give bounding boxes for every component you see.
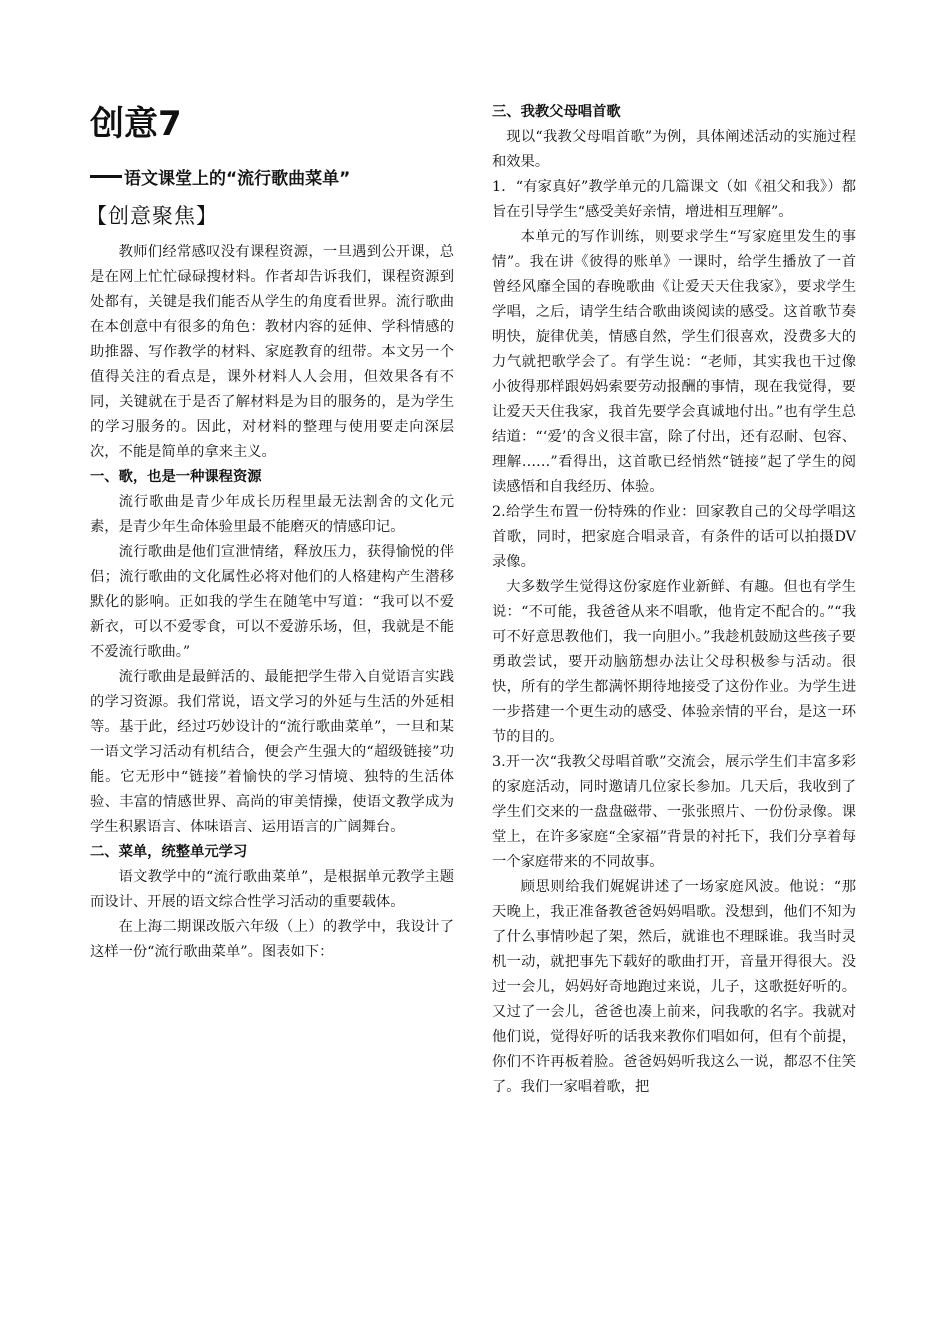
focus-heading: 【创意聚焦】	[86, 204, 218, 228]
section-3-item-3: 3.开一次“我教父母唱首歌”交流会，展示学生们丰富多彩的家庭活动，同时邀请几位家长参加。几天后，我收到了学生们交来的一盘盘磁带、一张张照片、一份份录像。课堂上，在许多家庭“全家福”背景的衬托下，我们分享着每一个家庭带来的不同故事。	[492, 754, 856, 870]
section-3-paragraph-1: 现以“我教父母唱首歌”为例，具体阐述活动的实施过程和效果。	[492, 129, 856, 170]
section-3-heading: 三、我教父母唱首歌	[492, 104, 621, 120]
section-2-heading: 二、菜单，统整单元学习	[90, 844, 248, 860]
section-1-paragraph-2: 流行歌曲是他们宣泄情绪，释放压力，获得愉悦的伴侣；流行歌曲的文化属性必将对他们的人格建构产生潜移默化的影响。正如我的学生在随笔中写道：“我可以不爱新衣，可以不爱零食，可以不爱游乐场，但，我就是不能不爱流行歌曲。”	[90, 544, 454, 660]
section-1-paragraph-1: 流行歌曲是青少年成长历程里最无法割舍的文化元素，是青少年生命体验里最不能磨灭的情感印记。	[90, 494, 454, 535]
subtitle-text: 语文课堂上的“流行歌曲菜单”	[124, 169, 351, 189]
section-3-item-1: 1．“有家真好”教学单元的几篇课文（如《祖父和我》）都旨在引导学生“感受美好亲情，增进相互理解”。	[492, 179, 856, 220]
section-1-heading: 一、歌，也是一种课程资源	[90, 469, 262, 485]
article-subtitle	[90, 166, 454, 192]
right-column	[492, 100, 856, 1100]
section-3-paragraph-4: 顾思则给我们娓娓讲述了一场家庭风波。他说：“那天晚上，我正准备教爸爸妈妈唱歌。没想到，他们不知为了什么事情吵起了架，然后，就谁也不理睬谁。我当时灵机一动，就把事先下载好的歌曲打开，音量开得很大。没过一会儿，妈妈好奇地跑过来说，儿子，这歌挺好听的。又过了一会儿，爸爸也凑上前来，问我歌的名字。我就对他们说，觉得好听的话我来教你们唱如何，但有个前提，你们不许再板着脸。爸爸妈妈听我这么一说，都忍不住笑了。我们一家唱着歌，把	[492, 879, 856, 1095]
section-3-paragraph-3: 大多数学生觉得这份家庭作业新鲜、有趣。但也有学生说：“不可能，我爸爸从来不唱歌，他肯定不配合的。”“我可不好意思教他们，我一向胆小。”我趁机鼓励这些孩子要勇敢尝试，要开动脑筋想办法让父母积极参与活动。很快，所有的学生都满怀期待地接受了这份作业。为学生进一步搭建一个更生动的感受、体验亲情的平台，是这一环节的目的。	[492, 579, 856, 745]
section-2-paragraph-1: 语文教学中的“流行歌曲菜单”，是根据单元教学主题而设计、开展的语文综合性学习活动的重要载体。	[90, 869, 454, 910]
intro-paragraph: 教师们经常感叹没有课程资源，一旦遇到公开课，总是在网上忙忙碌碌搜材料。作者却告诉我们，课程资源到处都有，关键是我们能否从学生的角度看世界。流行歌曲在本创意中有很多的角色：教材内容的延伸、学科情感的助推器、写作教学的材料、家庭教育的纽带。本文另一个值得关注的看点是，课外材料人人会用，但效果各有不同，关键就在于是否了解材料是为目的服务的，是为学生的学习服务的。因此，对材料的整理与使用要走向深层次，不能是简单的拿来主义。	[90, 244, 454, 460]
em-dash	[90, 175, 122, 178]
section-3-item-2: 2.给学生布置一份特殊的作业：回家教自己的父母学唱这首歌，同时，把家庭合唱录音，有条件的话可以拍摄DV 录像。	[492, 504, 856, 570]
section-2-paragraph-2: 在上海二期课改版六年级（上）的教学中，我设计了这样一份“流行歌曲菜单”。图表如下：	[90, 919, 454, 960]
left-column	[86, 100, 454, 965]
article-title: 创意7	[90, 104, 182, 144]
section-1-paragraph-3: 流行歌曲是最鲜活的、最能把学生带入自觉语言实践的学习资源。我们常说，语文学习的外延与生活的外延相等。基于此，经过巧妙设计的“流行歌曲菜单”，一旦和某一语文学习活动有机结合，便会产生强大的“超级链接”功能。它无形中“链接”着愉快的学习情境、独特的生活体验、丰富的情感世界、高尚的审美情操，使语文教学成为学生积累语言、体味语言、运用语言的广阔舞台。	[90, 669, 454, 835]
section-3-paragraph-2: 本单元的写作训练，则要求学生“写家庭里发生的事情”。我在讲《彼得的账单》一课时，给学生播放了一首曾经风靡全国的春晚歌曲《让爱天天住我家》，要求学生学唱，之后，请学生结合歌曲谈阅读的感受。这首歌节奏明快，旋律优美，情感自然，学生们很喜欢，没费多大的力气就把歌学会了。有学生说：“老师，其实我也干过像小彼得那样跟妈妈索要劳动报酬的事情，现在我觉得，要让爱天天住我家，我首先要学会真诚地付出。”也有学生总结道：“‘爱’的含义很丰富，除了付出，还有忍耐、包容、理解……”看得出，这首歌已经悄然“链接”起了学生的阅读感悟和自我经历、体验。	[492, 229, 856, 495]
